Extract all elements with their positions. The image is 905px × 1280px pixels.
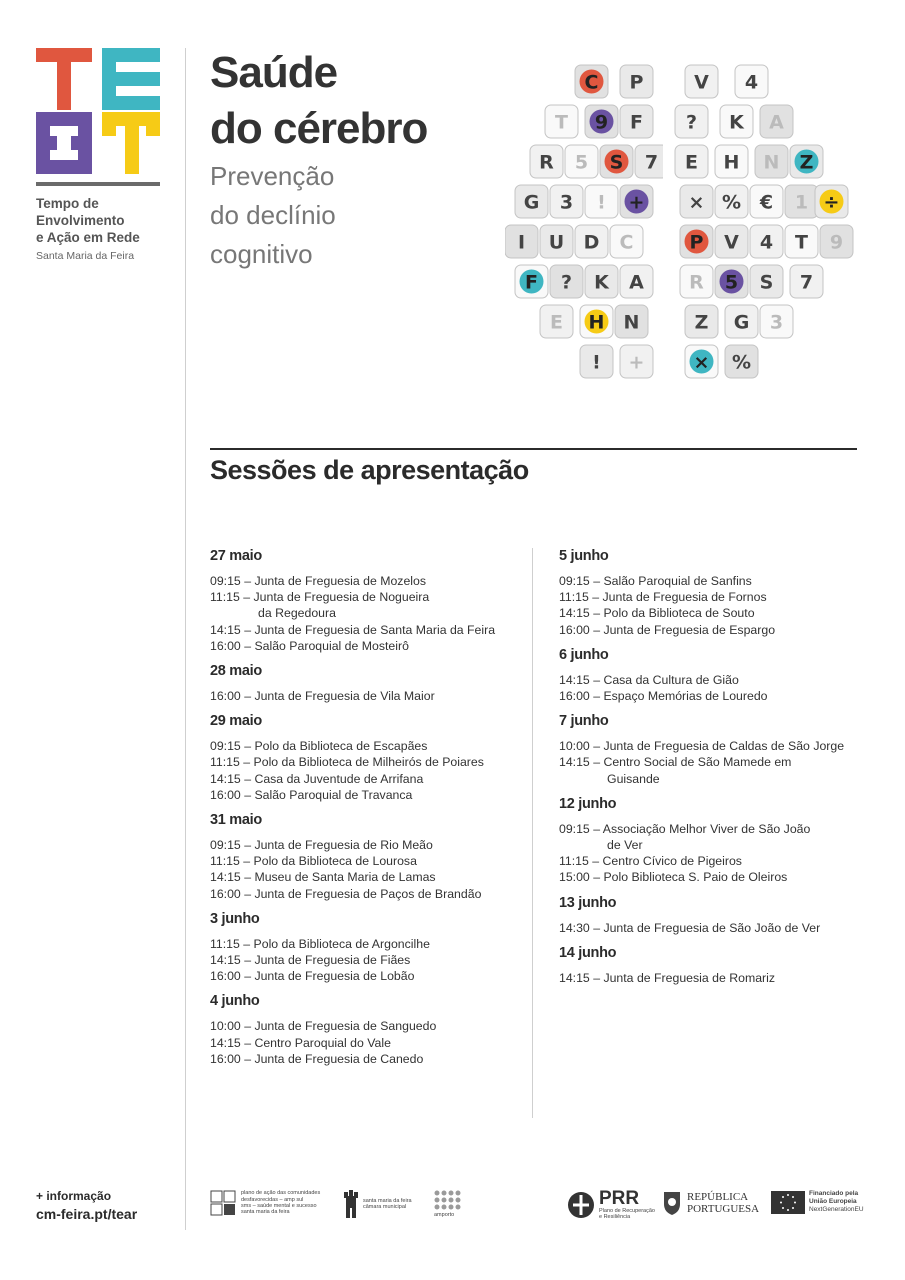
session-item <box>210 738 526 754</box>
prr-logo: PRR Plano de Recuperação e Resiliência <box>567 1190 655 1221</box>
session-line: 14:30 – Junta de Freguesia de São João de Ver <box>559 920 821 935</box>
schedule-day <box>559 647 864 704</box>
svg-text:T: T <box>795 231 808 254</box>
svg-text:+: + <box>628 351 645 374</box>
schedule-day <box>559 548 864 638</box>
session-line: 16:00 – Salão Paroquial de Travanca <box>210 787 413 802</box>
day-title: 31 maio <box>210 812 262 829</box>
session-item <box>210 1035 526 1051</box>
svg-text:9: 9 <box>594 111 609 134</box>
svg-text:P: P <box>629 71 644 94</box>
session-line: 09:15 – Polo da Biblioteca de Escapães <box>210 739 428 754</box>
svg-text:?: ? <box>560 271 573 294</box>
column-divider <box>532 548 533 1118</box>
session-line: 16:00 – Junta de Freguesia de Lobão <box>210 969 415 984</box>
svg-text:E: E <box>685 151 698 174</box>
svg-text:3: 3 <box>769 311 784 334</box>
vertical-divider <box>185 48 186 1230</box>
svg-text:U: U <box>548 231 565 254</box>
svg-text:V: V <box>724 231 739 254</box>
coat-of-arms-icon <box>662 1190 682 1216</box>
svg-text:A: A <box>769 111 784 134</box>
svg-text:Z: Z <box>694 311 709 334</box>
svg-text:G: G <box>523 191 540 214</box>
session-line: 11:15 – Junta de Freguesia de Fornos <box>559 590 767 605</box>
session-item <box>210 952 526 968</box>
svg-text:÷: ÷ <box>823 191 840 214</box>
svg-text:×: × <box>688 191 705 214</box>
session-line: Guisande <box>607 771 660 786</box>
session-item <box>559 920 864 936</box>
session-item <box>559 672 864 688</box>
session-item <box>559 754 864 786</box>
session-item <box>210 688 526 704</box>
session-line: 09:15 – Associação Melhor Viver de São João <box>559 821 811 836</box>
svg-text:+: + <box>628 191 645 214</box>
day-title: 7 junho <box>559 713 609 730</box>
svg-text:H: H <box>588 311 605 334</box>
session-item <box>210 837 526 853</box>
schedule-column-left <box>210 548 526 1076</box>
session-line: 10:00 – Junta de Freguesia de Sanguedo <box>210 1019 437 1034</box>
section-title: Sessões de apresentação <box>210 455 529 485</box>
session-line: 09:15 – Junta de Freguesia de Mozelos <box>210 574 427 588</box>
brain-dice-illustration <box>505 55 860 395</box>
svg-text:R: R <box>689 271 704 294</box>
schedule-day <box>210 993 526 1067</box>
svg-text:9: 9 <box>829 231 844 254</box>
session-item <box>559 688 864 704</box>
session-item <box>559 573 864 589</box>
day-title: 3 junho <box>210 910 260 927</box>
session-item <box>210 869 526 885</box>
svg-text:G: G <box>733 311 750 334</box>
svg-text:K: K <box>729 111 744 134</box>
day-title: 13 junho <box>559 894 617 911</box>
svg-text:7: 7 <box>644 151 659 174</box>
session-line: 16:00 – Salão Paroquial de Mosteirô <box>210 638 409 653</box>
session-item <box>210 1018 526 1034</box>
svg-text:P: P <box>689 231 704 254</box>
eu-funding-logo: Financiado pela União Europeia NextGenerationEU <box>771 1190 864 1214</box>
day-title: 14 junho <box>559 944 617 961</box>
svg-text:T: T <box>555 111 568 134</box>
day-title: 12 junho <box>559 795 617 812</box>
eu-flag-icon <box>771 1191 805 1214</box>
svg-text:Z: Z <box>799 151 814 174</box>
schedule-day <box>210 548 526 654</box>
svg-text:%: % <box>731 351 752 374</box>
schedule-day <box>559 945 864 986</box>
svg-text:H: H <box>723 151 740 174</box>
schedule-column-right <box>559 548 864 995</box>
svg-text:S: S <box>609 151 624 174</box>
svg-text:!: ! <box>592 351 601 374</box>
page-title: Saúde do cérebro <box>210 48 428 153</box>
session-line: 14:15 – Centro Paroquial do Vale <box>210 1035 391 1050</box>
day-title: 5 junho <box>559 548 609 564</box>
session-item <box>210 622 526 638</box>
svg-text:K: K <box>594 271 609 294</box>
session-item <box>559 821 864 853</box>
session-line: 09:15 – Junta de Freguesia de Rio Meão <box>210 838 433 853</box>
schedule-day <box>559 895 864 936</box>
session-item <box>210 771 526 787</box>
session-item <box>210 886 526 902</box>
session-item <box>210 853 526 869</box>
svg-text:4: 4 <box>759 231 774 254</box>
session-item <box>210 589 526 621</box>
logo-rule <box>36 182 160 186</box>
svg-text:€: € <box>759 191 774 214</box>
session-item <box>210 754 526 770</box>
schedule-day <box>210 663 526 704</box>
day-title: 4 junho <box>210 993 260 1010</box>
session-line: 11:15 – Centro Cívico de Pigeiros <box>559 854 742 869</box>
session-item <box>559 869 864 885</box>
schedule-day <box>210 713 526 803</box>
session-item <box>559 605 864 621</box>
tear-logo <box>36 48 160 174</box>
svg-text:%: % <box>721 191 742 214</box>
session-line: 14:15 – Polo da Biblioteca de Souto <box>559 606 755 621</box>
svg-text:R: R <box>539 151 554 174</box>
prr-circle-icon <box>567 1191 595 1219</box>
day-title: 29 maio <box>210 713 262 730</box>
svg-text:F: F <box>525 271 538 294</box>
session-item <box>559 970 864 986</box>
session-line: 09:15 – Salão Paroquial de Sanfins <box>559 574 752 588</box>
svg-text:C: C <box>584 71 599 94</box>
svg-text:V: V <box>694 71 709 94</box>
session-item <box>210 936 526 952</box>
brand-name: Tempo de Envolvimento e Ação em Rede <box>36 196 140 245</box>
pacd-logo: plano de ação das comunidades desfavorecidas – amp sul sms – saúde mental e sucesso santa maria da feira <box>210 1190 320 1216</box>
svg-text:E: E <box>550 311 563 334</box>
session-line: 14:15 – Centro Social de São Mamede em <box>559 755 792 770</box>
session-item <box>210 573 526 589</box>
page-subtitle: Prevenção do declínio cognitivo <box>210 161 336 269</box>
svg-text:7: 7 <box>799 271 814 294</box>
info-label: + informação <box>36 1189 112 1203</box>
session-line: 11:15 – Junta de Freguesia de Nogueira <box>210 590 430 605</box>
session-line: 14:15 – Junta de Freguesia de Romariz <box>559 970 776 985</box>
session-item <box>559 622 864 638</box>
svg-text:4: 4 <box>744 71 759 94</box>
castle-icon <box>344 1190 358 1218</box>
session-line: 10:00 – Junta de Freguesia de Caldas de São Jorge <box>559 739 845 754</box>
svg-text:1: 1 <box>794 191 809 214</box>
amp-logo: amporto <box>434 1190 462 1218</box>
svg-text:×: × <box>693 351 710 374</box>
svg-text:5: 5 <box>724 271 739 294</box>
schedule-day <box>210 812 526 902</box>
session-line: 14:15 – Casa da Cultura de Gião <box>559 672 739 687</box>
session-line: 11:15 – Polo da Biblioteca de Argoncilhe <box>210 936 430 951</box>
svg-text:N: N <box>623 311 640 334</box>
session-line: 16:00 – Junta de Freguesia de Espargo <box>559 622 776 637</box>
session-item <box>559 738 864 754</box>
info-link[interactable]: cm-feira.pt/tear <box>36 1206 138 1222</box>
session-item <box>210 968 526 984</box>
svg-text:3: 3 <box>559 191 574 214</box>
svg-text:F: F <box>630 111 643 134</box>
session-item <box>559 853 864 869</box>
svg-text:D: D <box>583 231 600 254</box>
svg-text:C: C <box>619 231 634 254</box>
session-line: 14:15 – Casa da Juventude de Arrifana <box>210 771 424 786</box>
pacd-grid-icon <box>210 1190 236 1216</box>
svg-text:A: A <box>629 271 644 294</box>
svg-text:?: ? <box>685 111 698 134</box>
day-title: 27 maio <box>210 548 262 564</box>
svg-text:!: ! <box>597 191 606 214</box>
session-line: da Regedoura <box>258 606 336 621</box>
schedule-day <box>559 796 864 886</box>
republica-portuguesa-logo: REPÚBLICA PORTUGUESA <box>662 1190 759 1216</box>
session-line: 16:00 – Espaço Memórias de Louredo <box>559 689 768 704</box>
brand-place: Santa Maria da Feira <box>36 250 135 262</box>
session-line: 15:00 – Polo Biblioteca S. Paio de Oleiros <box>559 870 788 885</box>
session-line: 16:00 – Junta de Freguesia de Vila Maior <box>210 689 435 704</box>
svg-text:I: I <box>517 231 526 254</box>
session-item <box>559 589 864 605</box>
session-line: 14:15 – Junta de Freguesia de Fiães <box>210 953 411 968</box>
session-item <box>210 638 526 654</box>
svg-text:S: S <box>759 271 774 294</box>
schedule-day <box>559 713 864 787</box>
section-rule <box>210 448 857 450</box>
session-line: 14:15 – Museu de Santa Maria de Lamas <box>210 870 436 885</box>
day-title: 28 maio <box>210 663 262 680</box>
amp-dots-icon <box>434 1190 462 1212</box>
day-title: 6 junho <box>559 646 609 663</box>
session-line: 16:00 – Junta de Freguesia de Canedo <box>210 1051 424 1066</box>
svg-text:N: N <box>763 151 780 174</box>
session-line: 16:00 – Junta de Freguesia de Paços de Brandão <box>210 886 482 901</box>
schedule-day <box>210 911 526 985</box>
session-line: 11:15 – Polo da Biblioteca de Milheirós de Poiares <box>210 755 484 770</box>
camara-municipal-logo: santa maria da feira câmara municipal <box>344 1190 412 1218</box>
session-line: de Ver <box>607 838 643 853</box>
session-item <box>210 1051 526 1067</box>
session-line: 14:15 – Junta de Freguesia de Santa Maria da Feira <box>210 622 496 637</box>
svg-text:5: 5 <box>574 151 589 174</box>
session-line: 11:15 – Polo da Biblioteca de Lourosa <box>210 854 417 869</box>
session-item <box>210 787 526 803</box>
